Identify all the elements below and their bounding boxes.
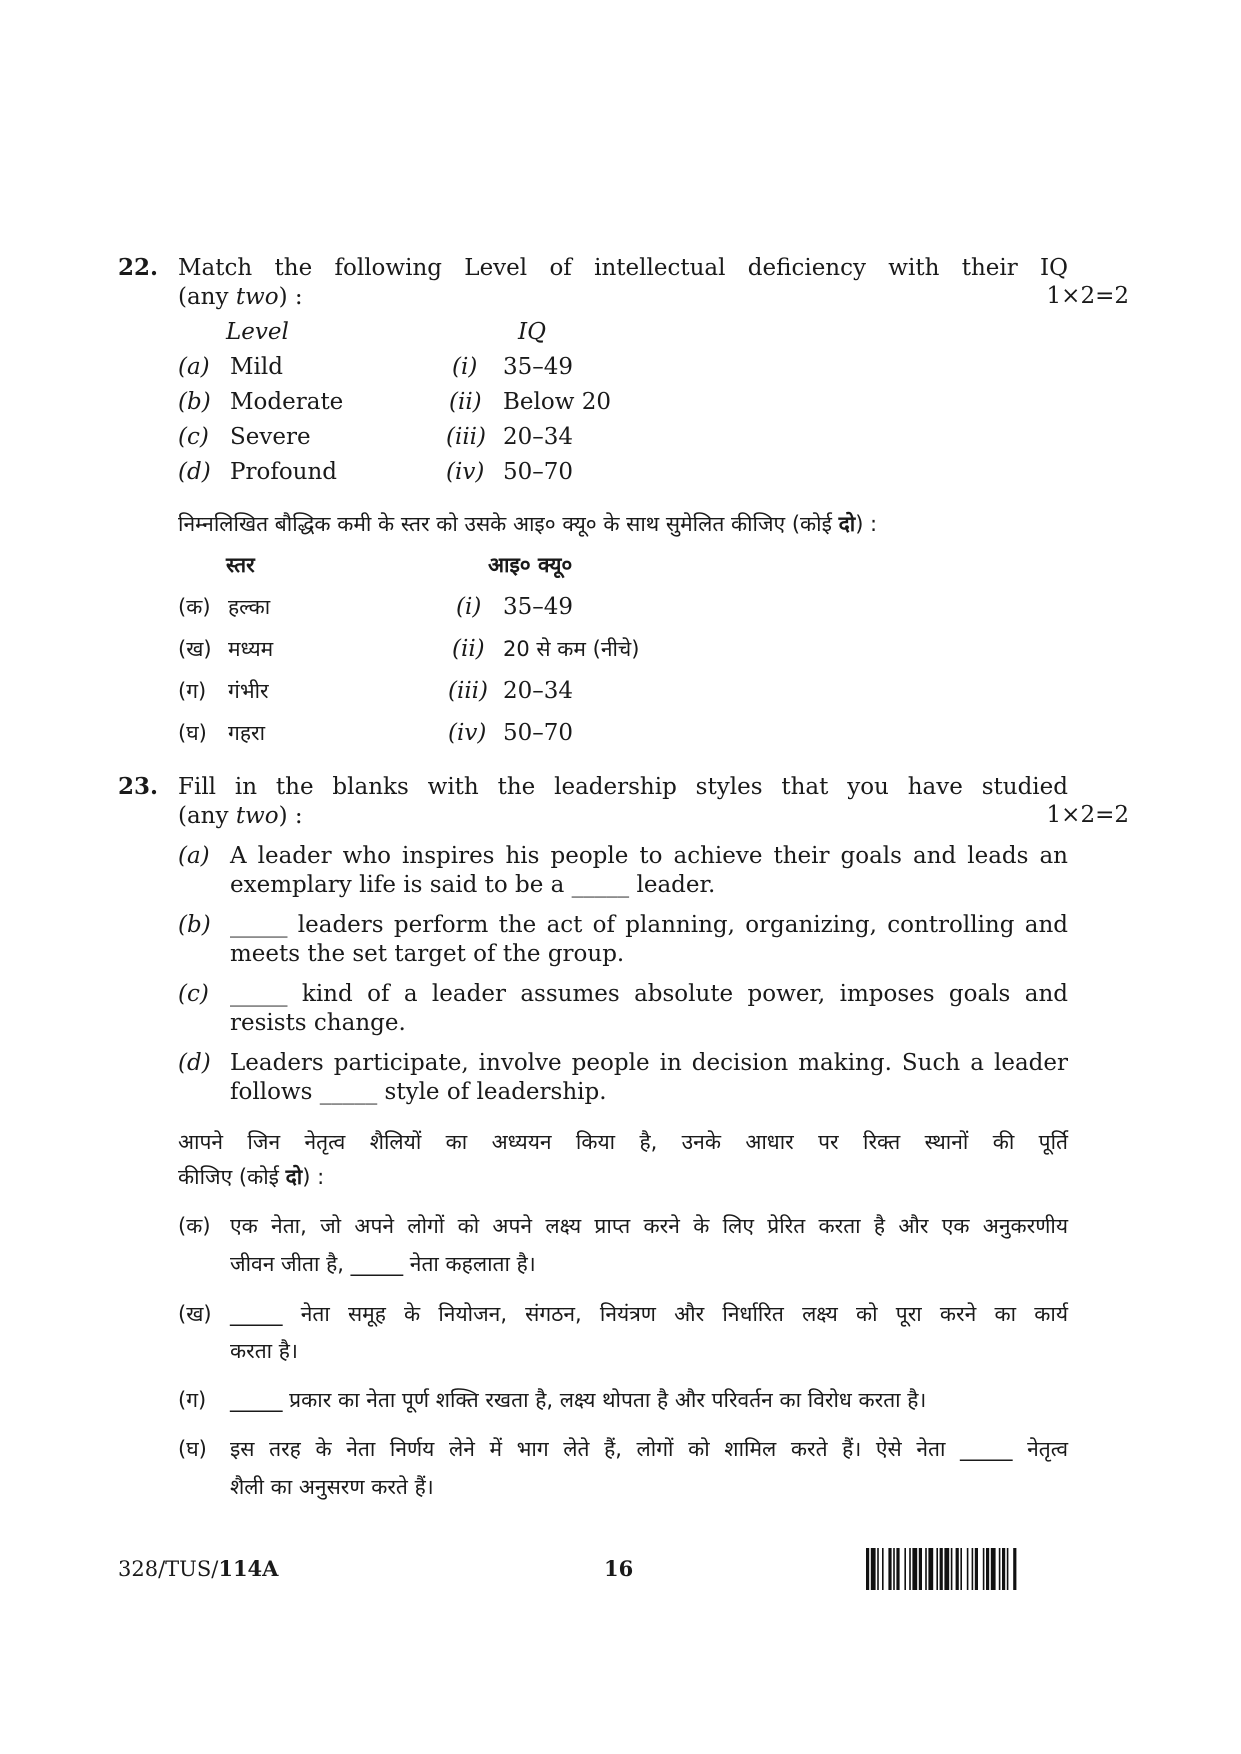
option-level: Profound: [230, 459, 338, 485]
hindi-option-letter: (ख): [178, 637, 212, 661]
hindi-item-letter: (क): [178, 1214, 211, 1238]
hindi-column-heading-level: स्तर: [226, 553, 255, 577]
hindi-item-text-line2: जीवन जीता है, _____ नेता कहलाता है।: [230, 1252, 536, 1276]
option-iq: 20–34: [503, 424, 574, 450]
option-letter: (b): [178, 389, 211, 415]
hindi-option-level: हल्का: [228, 595, 271, 619]
hindi-option-letter: (क): [178, 595, 211, 619]
hindi-option-iq: 20 से कम (नीचे): [503, 637, 640, 661]
question-stem: Match the following Level of intellectual deficiency with their IQ: [178, 255, 1068, 281]
hindi-option-level: गंभीर: [228, 679, 269, 703]
hindi-option-level: मध्यम: [228, 637, 274, 661]
question-stem-line2: (any two) :: [178, 284, 303, 310]
hindi-item-text: _____ प्रकार का नेता पूर्ण शक्ति रखता है, लक्ष्य थोपता है और परिवर्तन का विरोध करता है।: [230, 1388, 927, 1412]
question-number: 23.: [118, 773, 159, 800]
item-text-line2: follows _____ style of leadership.: [230, 1079, 607, 1105]
option-level: Mild: [230, 354, 283, 380]
marks: 1×2=2: [1046, 802, 1129, 828]
question-stem-line2: (any two) :: [178, 803, 303, 829]
option-letter: (c): [178, 424, 209, 450]
item-text: Leaders participate, involve people in decision making. Such a leader: [230, 1050, 1068, 1076]
barcode-icon: [866, 1548, 1124, 1590]
hindi-item-text: _____ नेता समूह के नियोजन, संगठन, नियंत्रण और निर्धारित लक्ष्य को पूरा करने का कार्य: [230, 1302, 1068, 1326]
hindi-option-roman: (i): [456, 594, 482, 620]
hindi-item-letter: (ग): [178, 1388, 207, 1412]
column-heading-iq: IQ: [518, 319, 546, 345]
hindi-item-text-line2: करता है।: [230, 1339, 298, 1363]
option-iq: 50–70: [503, 459, 574, 485]
item-text: _____ kind of a leader assumes absolute power, imposes goals and: [230, 981, 1068, 1007]
hindi-option-level: गहरा: [228, 721, 266, 745]
hindi-option-letter: (ग): [178, 679, 207, 703]
question-number: 22.: [118, 254, 159, 281]
hindi-option-iq: 20–34: [503, 678, 574, 704]
option-letter: (d): [178, 459, 211, 485]
hindi-item-letter: (ख): [178, 1302, 212, 1326]
item-letter: (c): [178, 981, 209, 1007]
option-level: Moderate: [230, 389, 344, 415]
option-letter: (a): [178, 354, 210, 380]
hindi-item-text: इस तरह के नेता निर्णय लेने में भाग लेते हैं, लोगों को शामिल करते हैं। ऐसे नेता _____ नेतृत्व: [230, 1437, 1068, 1461]
question-stem: Fill in the blanks with the leadership styles that you have studied: [178, 774, 1068, 800]
item-text-line2: meets the set target of the group.: [230, 941, 625, 967]
marks: 1×2=2: [1046, 283, 1129, 309]
column-heading-level: Level: [226, 319, 289, 345]
item-letter: (a): [178, 843, 210, 869]
hindi-item-letter: (घ): [178, 1437, 207, 1461]
option-roman: (iv): [446, 459, 485, 485]
item-text-line2: exemplary life is said to be a _____ leader.: [230, 872, 716, 898]
hindi-option-letter: (घ): [178, 721, 207, 745]
hindi-question-stem-line2: कीजिए (कोई दो) :: [178, 1165, 325, 1189]
hindi-option-iq: 50–70: [503, 720, 574, 746]
hindi-option-roman: (iii): [448, 678, 489, 704]
hindi-item-text: एक नेता, जो अपने लोगों को अपने लक्ष्य प्राप्त करने के लिए प्रेरित करता है और एक अनुकरणीय: [230, 1214, 1068, 1238]
hindi-question-stem: आपने जिन नेतृत्व शैलियों का अध्ययन किया है, उनके आधार पर रिक्त स्थानों की पूर्ति: [178, 1130, 1068, 1154]
item-text-line2: resists change.: [230, 1010, 406, 1036]
hindi-item-text-line2: शैली का अनुसरण करते हैं।: [230, 1475, 434, 1499]
option-roman: (ii): [449, 389, 482, 415]
hindi-option-roman: (iv): [448, 720, 487, 746]
item-letter: (b): [178, 912, 211, 938]
item-text: _____ leaders perform the act of planning, organizing, controlling and: [230, 912, 1068, 938]
option-iq: Below 20: [503, 389, 611, 415]
paper-code: 328/TUS/114A: [118, 1556, 279, 1581]
hindi-option-roman: (ii): [452, 636, 485, 662]
hindi-column-heading-iq: आइ० क्यू०: [488, 553, 573, 577]
option-roman: (i): [452, 354, 478, 380]
item-text: A leader who inspires his people to achieve their goals and leads an: [230, 843, 1068, 869]
option-roman: (iii): [446, 424, 487, 450]
page-number: 16: [604, 1556, 634, 1581]
hindi-question-stem: निम्नलिखित बौद्धिक कमी के स्तर को उसके आइ० क्यू० के साथ सुमेलित कीजिए (कोई दो) :: [178, 512, 878, 536]
option-iq: 35–49: [503, 354, 574, 380]
option-level: Severe: [230, 424, 311, 450]
hindi-option-iq: 35–49: [503, 594, 574, 620]
item-letter: (d): [178, 1050, 211, 1076]
